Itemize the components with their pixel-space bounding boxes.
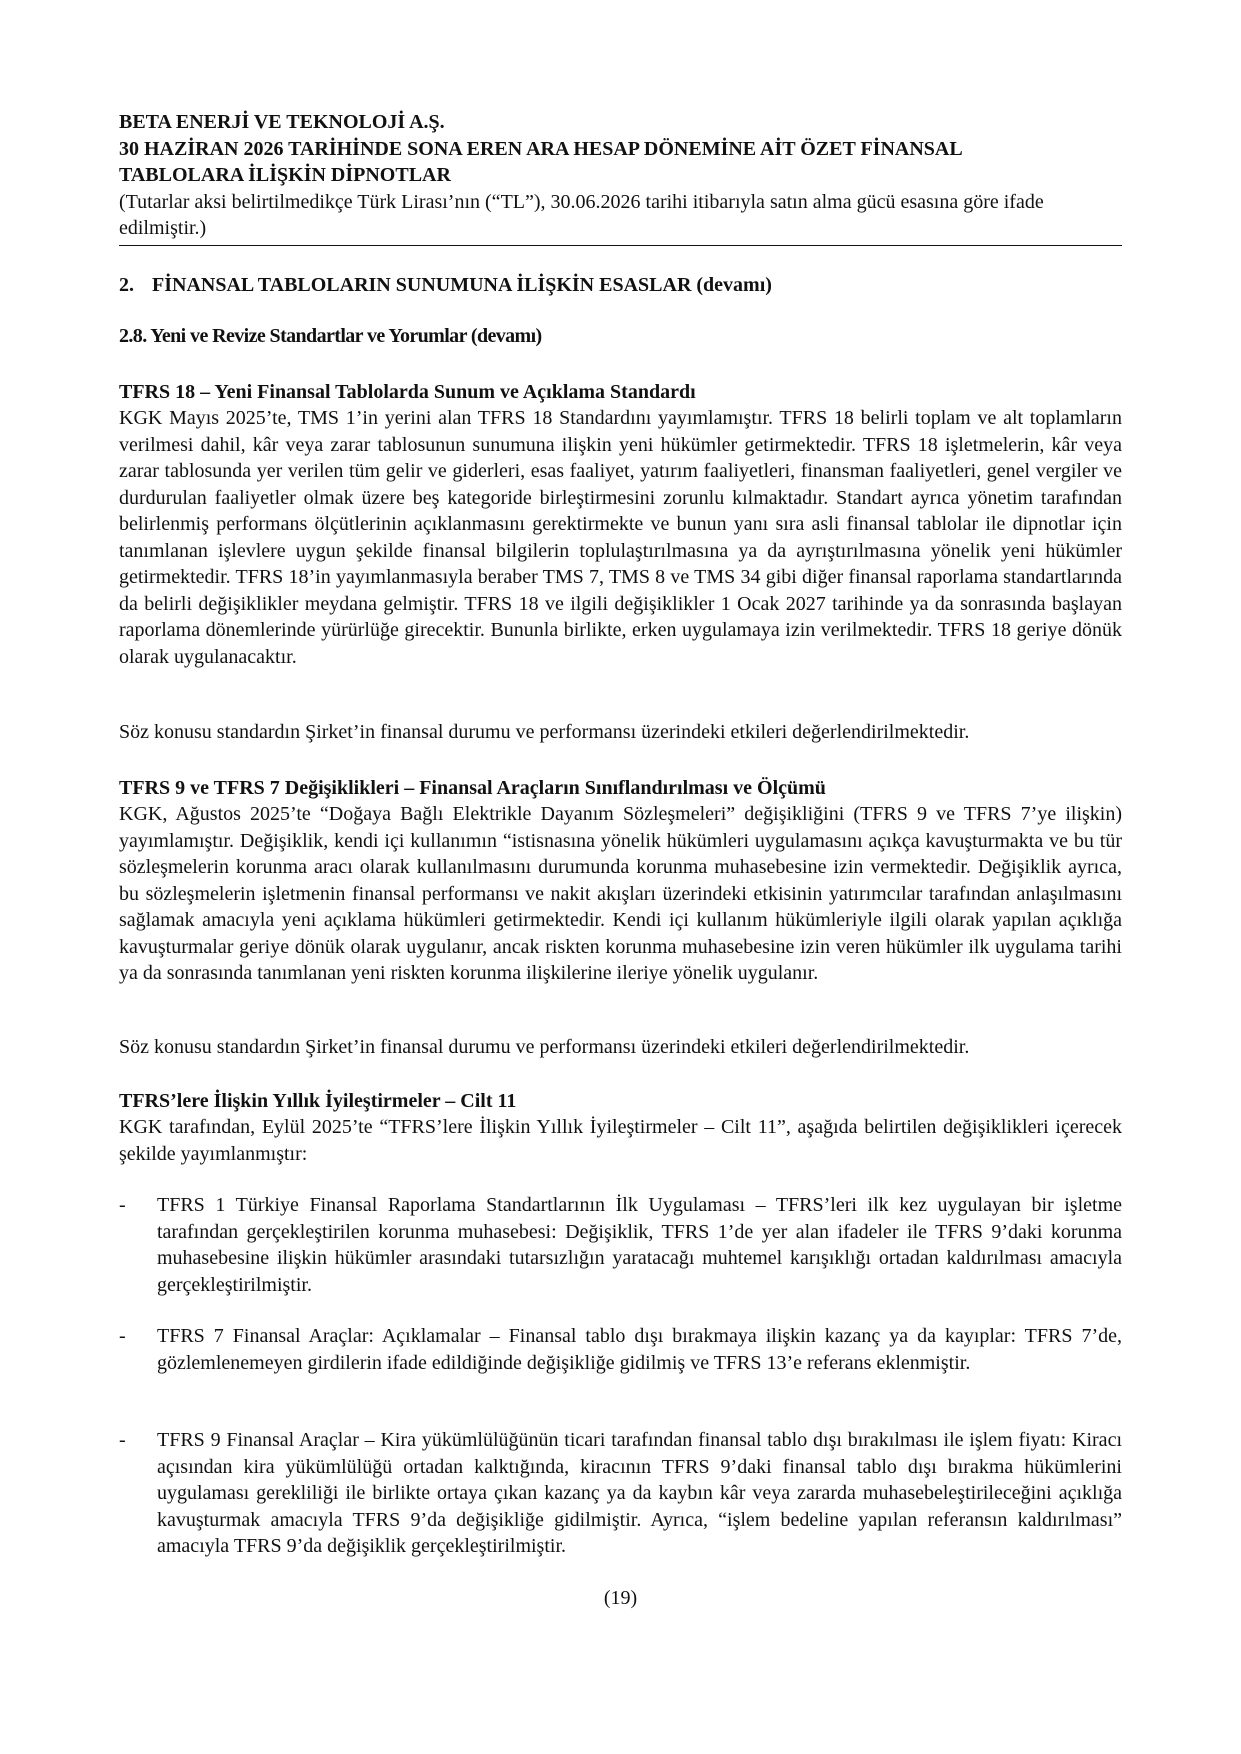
tfrs18-body: KGK Mayıs 2025’te, TMS 1’in yerini alan TFRS 18 Standardını yayımlamıştır. TFRS 18 belirli toplam ve alt toplamların verilmesi dahil, kâr veya zarar tablosunun sunumuna ilişkin yeni hükümler getirmektedir. TFRS 18 işletmelerin, kâr veya zarar tablosunda yer verilen tüm gelir ve giderleri, esas faaliyet, yatırım faaliyetleri, finansman faaliyetleri, genel vergiler ve durdurulan faaliyetler olmak üzere beş kategoride birleştirmesini zorunlu kılmaktadır. Standart ayrıca yönetim tarafından belirlenmiş performans ölçütlerinin açıklanmasını gerektirmekte ve bunun yanı sıra asli finansal tablolar ile dipnotlar için tanımlanan işlevlere uygun şekilde finansal bilgilerin toplulaştırılmasına ya da ayrıştırılmasına yönelik yeni hükümler getirmektedir. TFRS 18’in yayımlanmasıyla beraber TMS 7, TMS 8 ve TMS 34 gibi diğer finansal raporlama standartlarında da belirli değişiklikler meydana gelmiştir. TFRS 18 ve ilgili değişiklikler 1 Ocak 2027 tarihinde ya da sonrasında başlayan raporlama dönemlerinde yürürlüğe girecektir. Bununla birlikte, erken uygulamaya izin verilmektedir. TFRS 18 geriye dönük olarak uygulanacaktır. [119,407,1122,668]
currency-note: (Tutarlar aksi belirtilmedikçe Türk Lirası’nın (“TL”), 30.06.2026 tarihi itibarıyla satın alma gücü esasına göre ifade edilmiştir.) [119,190,1044,239]
list-item [119,1192,1122,1298]
list-item-text: TFRS 7 Finansal Araçlar: Açıklamalar – Finansal tablo dışı bırakmaya ilişkin kazanç ya da kayıplar: TFRS 7’de, gözlemlenemeyen girdilerin ifade edildiğinde değişikliğe gidilmiş ve TFRS 13’e referans eklenmiştir. [157,1325,1122,1374]
annual-improvements-heading: TFRS’lere İlişkin Yıllık İyileştirmeler – Cilt 11 [119,1090,517,1112]
list-dash: - [119,1429,126,1451]
list-dash: - [119,1194,126,1216]
list-item-text: TFRS 9 Finansal Araçlar – Kira yükümlülüğünün ticari tarafından finansal tablo dışı bırakılması ile işlem fiyatı: Kiracı açısından kira yükümlülüğü ortadan kalktığında, kiracının TFRS 9’daki finansal tablo dışı bırakma hükümlerini uygulaması gerekliliği ile birlikte ortaya çıkan kazanç ya da kaybın kâr veya zararda muhasebeleştirileceğini açıklığa kavuşturmak amacıyla TFRS 9’da değişikliğe gidilmiştir. Ayrıca, “işlem bedeline yapılan referansın kaldırılması” amacıyla TFRS 9’da değişiklik gerçekleştirilmiştir. [157,1429,1122,1557]
tfrs18-heading: TFRS 18 – Yeni Finansal Tablolarda Sunum ve Açıklama Standardı [119,381,696,403]
tfrs9-7-heading: TFRS 9 ve TFRS 7 Değişiklikleri – Finansal Araçların Sınıflandırılması ve Ölçümü [119,777,826,799]
tfrs9-7-body: KGK, Ağustos 2025’te “Doğaya Bağlı Elektrikle Dayanım Sözleşmeleri” değişikliğini (TFRS 9 ve TFRS 7’ye ilişkin) yayımlamıştır. Değişiklik, kendi içi kullanımın “istisnasına yönelik hükümleri uygulamasını açıkça kavuşturmakta ve bu tür sözleşmelerin korunma aracı olarak kullanılmasını durumunda korunma muhasebesine izin vermektedir. Değişiklik ayrıca, bu sözleşmelerin işletmenin finansal performansı ve nakit akışları üzerindeki etkisinin yatırımcılar tarafından anlaşılmasını sağlamak amacıyla yeni açıklama hükümleri getirmektedir. Kendi içi kullanım hükümleriyle ilgili olarak yapılan açıklığa kavuşturmalar geriye dönük olarak uygulanır, ancak riskten korunma muhasebesine izin veren hükümler ilk uygulama tarihi ya da sonrasında tanımlanan yeni riskten korunma ilişkilerine ileriye yönelik uygulanır. [119,803,1122,984]
section-number: 2. [119,274,134,296]
page-number: (19) [603,1587,638,1609]
page-header [119,109,1122,242]
annual-improvements-body: KGK tarafından, Eylül 2025’te “TFRS’lere İlişkin Yıllık İyileştirmeler – Cilt 11”, aşağıda belirtilen değişiklikleri içerecek şekilde yayımlanmıştır: [119,1116,1122,1165]
tfrs9-7-impact: Söz konusu standardın Şirket’in finansal durumu ve performansı üzerindeki etkileri değerlendirilmektedir. [119,1036,970,1058]
list-item-text: TFRS 1 Türkiye Finansal Raporlama Standartlarının İlk Uygulaması – TFRS’leri ilk kez uygulayan bir işletme tarafından gerçekleştirilen korunma muhasebesi: Değişiklik, TFRS 1’de yer alan ifadeler ile TFRS 9’daki korunma muhasebesine ilişkin hükümler arasındaki tutarsızlığın yaratacağı muhtemel karışıklığı ortadan kaldırılması amacıyla gerçekleştirilmiştir. [157,1194,1122,1296]
header-divider [119,245,1122,246]
section-heading [119,272,1122,299]
list-dash: - [119,1325,126,1347]
section-title: FİNANSAL TABLOLARIN SUNUMUNA İLİŞKİN ESASLAR (devamı) [152,274,772,296]
subsection-heading: 2.8. Yeni ve Revize Standartlar ve Yorumlar (devamı) [119,325,542,347]
tfrs18-impact: Söz konusu standardın Şirket’in finansal durumu ve performansı üzerindeki etkileri değerlendirilmektedir. [119,721,970,743]
company-name: BETA ENERJİ VE TEKNOLOJİ A.Ş. [119,111,445,133]
list-item [119,1427,1122,1560]
report-title-line-2: TABLOLARA İLİŞKİN DİPNOTLAR [119,164,451,186]
list-item [119,1323,1122,1376]
report-title-line-1: 30 HAZİRAN 2026 TARİHİNDE SONA EREN ARA HESAP DÖNEMİNE AİT ÖZET FİNANSAL [119,137,963,160]
